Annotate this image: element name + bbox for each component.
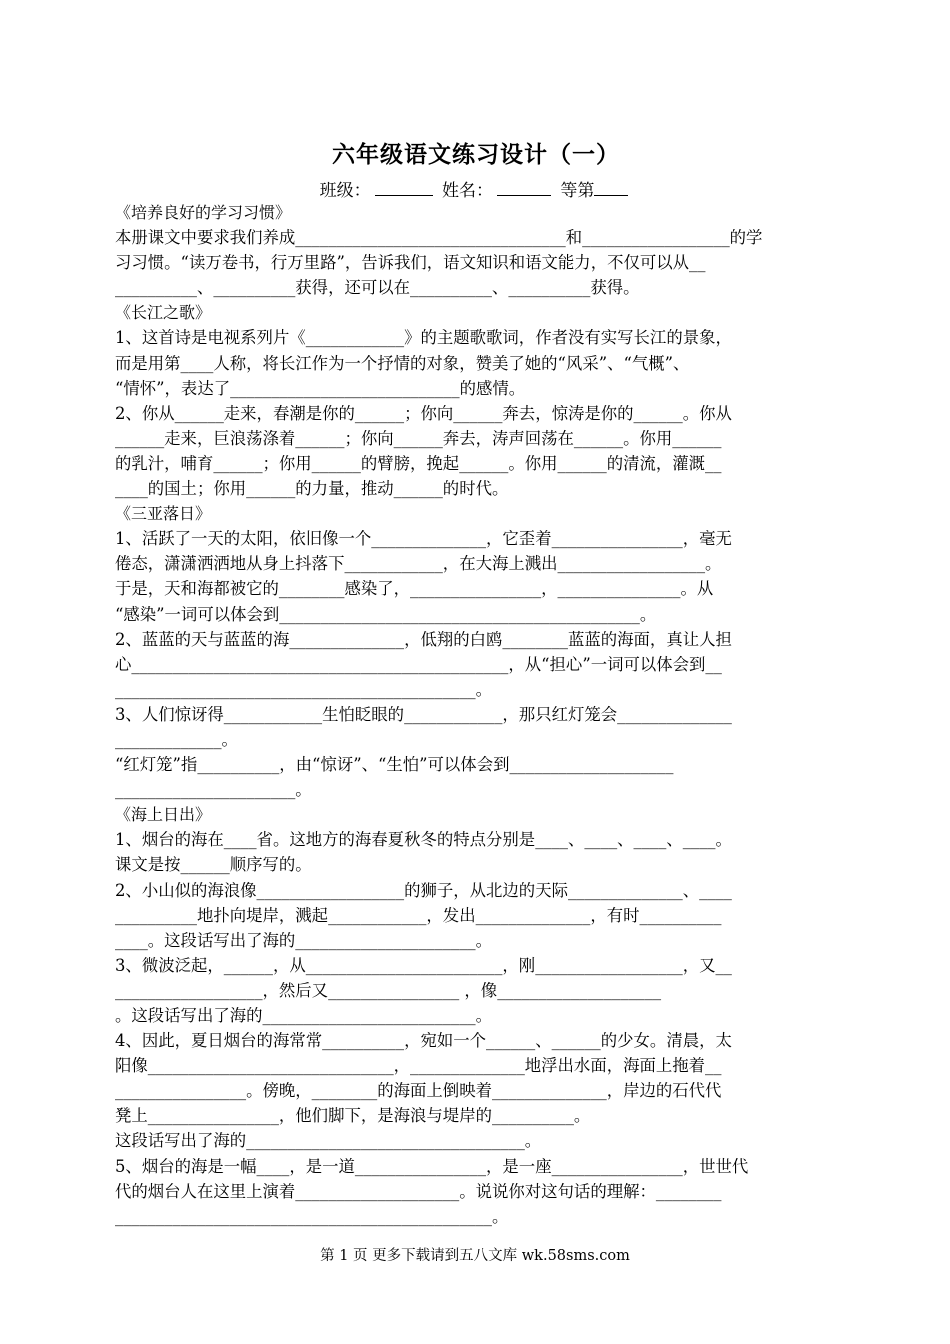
text-line: 2、蓝蓝的天与蓝蓝的海______________，低翔的白鸥________蓝蓝的海面，真让人担 bbox=[115, 629, 732, 649]
page-footer: 第 1 页 更多下载请到五八文库 wk.58sms.com bbox=[320, 1248, 630, 1264]
text-line: __________、__________获得，还可以在__________、__________获得。 bbox=[115, 278, 640, 298]
text-line: 这段话写出了海的__________________________________。 bbox=[115, 1131, 542, 1151]
text-line: 代的烟台人在这里上演着____________________。说说你对这句话的理解：________ bbox=[115, 1181, 722, 1201]
text-line: ______________________。 bbox=[115, 780, 312, 800]
text-line: 于是，天和海都被它的________感染了，________________，_______________。从 bbox=[115, 579, 714, 599]
text-line: ______________________________________________。 bbox=[115, 1206, 509, 1226]
text-line: ________________。傍晚，________的海面上倒映着______________，岸边的石代代 bbox=[115, 1081, 722, 1101]
text-line: 2、小山似的海浪像__________________的狮子，从北边的天际______________、____ bbox=[115, 880, 732, 900]
section-heading: 《三亚落日》 bbox=[115, 504, 212, 524]
grade-blank[interactable] bbox=[594, 178, 628, 196]
text-line: 1、这首诗是电视系列片《____________》的主题歌歌词，作者没有实写长江的景象， bbox=[115, 328, 732, 348]
text-line: 1、活跃了一天的太阳，依旧像一个______________，它歪着________________，毫无 bbox=[115, 529, 732, 549]
class-label: 班级： bbox=[319, 181, 371, 201]
text-line: 1、烟台的海在____省。这地方的海春夏秋冬的特点分别是____、____、____、____。 bbox=[115, 830, 732, 850]
page-title: 六年级语文练习设计（一） bbox=[332, 142, 620, 168]
text-line: 阳像______________________________，______________地浮出水面，海面上拖着__ bbox=[115, 1056, 722, 1076]
name-blank[interactable] bbox=[497, 178, 551, 196]
text-line: 3、人们惊讶得____________生怕眨眼的____________，那只红灯笼会______________ bbox=[115, 704, 732, 724]
name-label: 姓名： bbox=[442, 181, 493, 201]
text-line: ____的国土；你用______的力量，推动______的时代。 bbox=[115, 479, 509, 499]
text-line: “情怀”，表达了____________________________的感情。 bbox=[115, 378, 526, 398]
text-line: “红灯笼”指__________，由“惊讶”、“生怕”可以体会到____________________ bbox=[115, 755, 674, 775]
text-line: 。这段话写出了海的__________________________。 bbox=[115, 1006, 492, 1025]
text-line: 而是用第____人称，将长江作为一个抒情的对象，赞美了她的“风采”、“气概”、 bbox=[115, 353, 690, 373]
text-line: 5、烟台的海是一幅____，是一道________________，是一座________________，世世代 bbox=[115, 1156, 749, 1176]
class-blank[interactable] bbox=[375, 178, 433, 196]
text-line: ____________________________________________。 bbox=[115, 679, 492, 699]
text-line: “感染”一词可以体会到____________________________________________。 bbox=[115, 604, 657, 624]
grade-label: 等第 bbox=[560, 181, 595, 201]
section-heading: 《长江之歌》 bbox=[115, 303, 212, 323]
text-line: ______走来，巨浪荡涤着______；你向______奔去，涛声回荡在______。你用______ bbox=[115, 428, 722, 448]
text-line: ____。这段话写出了海的______________________。 bbox=[115, 930, 492, 950]
text-line: 心______________________________________________，从“担心”一词可以体会到__ bbox=[115, 654, 722, 674]
text-line: _____________。 bbox=[115, 729, 238, 749]
text-line: 2、你从______走来，春潮是你的______；你向______奔去，惊涛是你的______。你从 bbox=[115, 403, 732, 423]
text-line: 4、因此，夏日烟台的海常常__________，宛如一个______、______的少女。清晨，太 bbox=[115, 1031, 732, 1051]
text-line: __________________，然后又________________ ，像____________________ bbox=[115, 980, 662, 1000]
text-line: 凳上________________，他们脚下，是海浪与堤岸的__________。 bbox=[115, 1106, 591, 1126]
student-info bbox=[115, 176, 837, 201]
text-line: 习习惯。“读万卷书，行万里路”，告诉我们，语文知识和语文能力，不仅可以从__ bbox=[115, 253, 706, 273]
exercise-body bbox=[115, 200, 837, 1229]
text-line: 本册课文中要求我们养成_________________________________和__________________的学 bbox=[115, 228, 763, 248]
text-line: 课文是按______顺序写的。 bbox=[115, 855, 312, 875]
text-line: 3、微波泛起，______，从________________________，刚__________________，又__ bbox=[115, 955, 732, 975]
section-heading: 《海上日出》 bbox=[115, 805, 212, 825]
text-line: 的乳汁，哺育______；你用______的臂膀，挽起______。你用______的清流，灌溉__ bbox=[115, 453, 722, 473]
text-line: __________地扑向堤岸，溅起____________，发出______________，有时__________ bbox=[115, 905, 722, 925]
text-line: 倦态，潇潇洒洒地从身上抖落下____________，在大海上溅出__________________。 bbox=[115, 554, 722, 574]
section-heading: 《培养良好的学习习惯》 bbox=[115, 203, 292, 222]
